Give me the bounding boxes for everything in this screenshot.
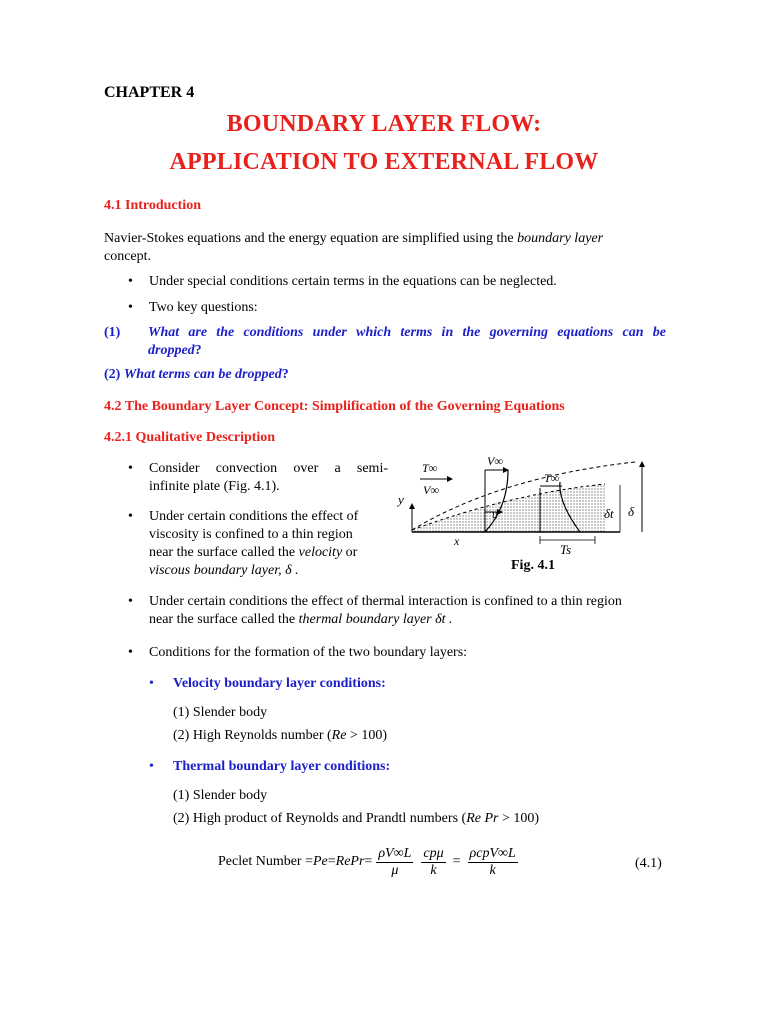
u-label: u <box>492 507 498 521</box>
eq-fraction-3 <box>468 846 518 879</box>
question-1-text-2: dropped <box>148 343 195 358</box>
bullet-5-line2 <box>149 611 668 629</box>
bullet-5-line1: Under certain conditions the effect of thermal interaction is confined to a thin region <box>149 594 622 609</box>
bullet-dot: • <box>128 461 133 476</box>
ts-label: Ts <box>560 542 572 557</box>
bullet-1 <box>128 273 557 291</box>
chapter-title-line1: BOUNDARY LAYER FLOW: <box>226 111 542 137</box>
bullet-5-line2-b: δt . <box>431 612 453 627</box>
bullet-4-line3-a: near the surface called the <box>149 545 299 560</box>
bullet-dot: • <box>149 759 154 774</box>
bullet-4-line3 <box>149 544 388 562</box>
velocity-condition-1: (1) Slender body <box>173 705 268 720</box>
thermal-condition-2-a: (2) High product of Reynolds and Prandtl numbers ( <box>173 811 467 826</box>
question-1-mark: ? <box>194 343 202 358</box>
bullet-3-line2: infinite plate (Fig. 4.1). <box>149 479 280 494</box>
y-label: y <box>398 492 404 507</box>
peclet-equation <box>218 840 522 884</box>
thermal-conditions-heading <box>149 758 390 776</box>
bullet-3-line1: Consider convection over a semi- <box>149 461 388 476</box>
velocity-condition-2-a: (2) High Reynolds number ( <box>173 728 332 743</box>
section-heading-4-1: 4.1 Introduction <box>104 198 201 213</box>
question-1 <box>104 324 666 360</box>
bullet-6-text: Conditions for the formation of the two boundary layers: <box>149 645 468 660</box>
bullet-4-line4-em: viscous boundary layer <box>149 563 279 578</box>
delta-t-label: δt <box>604 506 614 521</box>
eq-num-2: cpμ <box>423 845 444 861</box>
bullet-4-line3-b: or <box>342 545 358 560</box>
bullet-4-line4-b: , δ . <box>278 563 299 578</box>
chapter-label: CHAPTER 4 <box>104 84 195 101</box>
bullet-dot: • <box>128 300 133 315</box>
delta-label: δ <box>628 504 635 519</box>
bullet-3 <box>128 460 388 496</box>
bullet-1-text: Under special conditions certain terms in the equations can be neglected. <box>149 274 557 289</box>
bullet-4-line3-em: velocity <box>298 545 343 560</box>
velocity-conditions-label: Velocity boundary layer conditions: <box>173 676 386 691</box>
bullet-dot: • <box>128 645 133 660</box>
question-2-number: (2) <box>104 367 121 382</box>
bullet-4-line2: viscosity is confined to a thin region <box>149 527 353 542</box>
eq-repr: RePr <box>335 854 365 869</box>
bullet-4-line1: Under certain conditions the effect of <box>149 509 359 524</box>
bullet-5-line2-a: near the surface called the <box>149 612 299 627</box>
eq-num-1: ρV∞L <box>378 845 412 861</box>
thermal-condition-2 <box>173 810 539 828</box>
velocity-condition-2-b: > 100) <box>346 728 387 743</box>
thermal-layer-region <box>412 484 605 532</box>
figure-caption: Fig. 4.1 <box>511 558 555 573</box>
section-heading-4-2-1: 4.2.1 Qualitative Description <box>104 430 276 445</box>
question-2 <box>104 366 289 384</box>
thermal-condition-2-b: > 100) <box>498 811 540 826</box>
bullet-dot: • <box>128 594 133 609</box>
eq-den-2: k <box>430 862 437 878</box>
velocity-condition-2-em: Re <box>331 728 347 743</box>
bullet-5 <box>128 593 668 629</box>
bullet-6 <box>128 644 467 662</box>
bullet-4-line4 <box>149 562 388 580</box>
eq-left-text: Peclet Number = <box>218 854 313 869</box>
eq-equals-2: = <box>364 854 373 869</box>
t-inf-label: T∞ <box>422 461 438 475</box>
bullet-4 <box>128 508 388 580</box>
bullet-2-text: Two key questions: <box>149 300 258 315</box>
eq-den-3: k <box>489 862 496 878</box>
t-inf-right-label: T∞ <box>544 471 560 485</box>
v-inf-top-label: V∞ <box>487 454 503 468</box>
boundary-layer-figure <box>390 452 660 562</box>
thermal-condition-2-em: Re Pr <box>466 811 499 826</box>
equation-number: (4.1) <box>635 856 662 871</box>
bullet-dot: • <box>128 509 133 524</box>
bullet-5-line2-em: thermal boundary layer <box>298 612 432 627</box>
thermal-condition-1: (1) Slender body <box>173 788 268 803</box>
eq-equals-1: = <box>327 854 336 869</box>
question-2-text: What terms can be dropped <box>123 367 282 382</box>
v-inf-label: V∞ <box>423 483 439 497</box>
eq-pe: Pe <box>312 854 328 869</box>
bullet-dot: • <box>128 274 133 289</box>
velocity-conditions-heading <box>149 675 386 693</box>
x-label: x <box>454 534 460 548</box>
thermal-conditions-label: Thermal boundary layer conditions: <box>173 759 391 774</box>
section-heading-4-2: 4.2 The Boundary Layer Concept: Simplification of the Governing Equations <box>104 399 565 414</box>
question-1-number: (1) <box>104 325 121 340</box>
eq-fraction-2 <box>421 846 445 879</box>
eq-equals-3: = <box>452 854 461 869</box>
intro-text: Navier-Stokes equations and the energy equation are simplified using the <box>104 231 518 246</box>
question-1-text: What are the conditions under which terms in the governing equations can be <box>148 325 666 340</box>
eq-den-1: μ <box>391 862 399 878</box>
intro-paragraph <box>104 230 674 266</box>
intro-emphasis: boundary layer <box>517 231 604 246</box>
question-2-mark: ? <box>281 367 289 382</box>
velocity-condition-2 <box>173 727 387 745</box>
bullet-2 <box>128 299 258 317</box>
bullet-dot: • <box>149 676 154 691</box>
eq-fraction-1 <box>376 846 413 879</box>
intro-text-end: concept. <box>104 249 152 264</box>
chapter-title-line2: APPLICATION TO EXTERNAL FLOW <box>169 149 599 175</box>
eq-num-3: ρcpV∞L <box>469 845 516 861</box>
